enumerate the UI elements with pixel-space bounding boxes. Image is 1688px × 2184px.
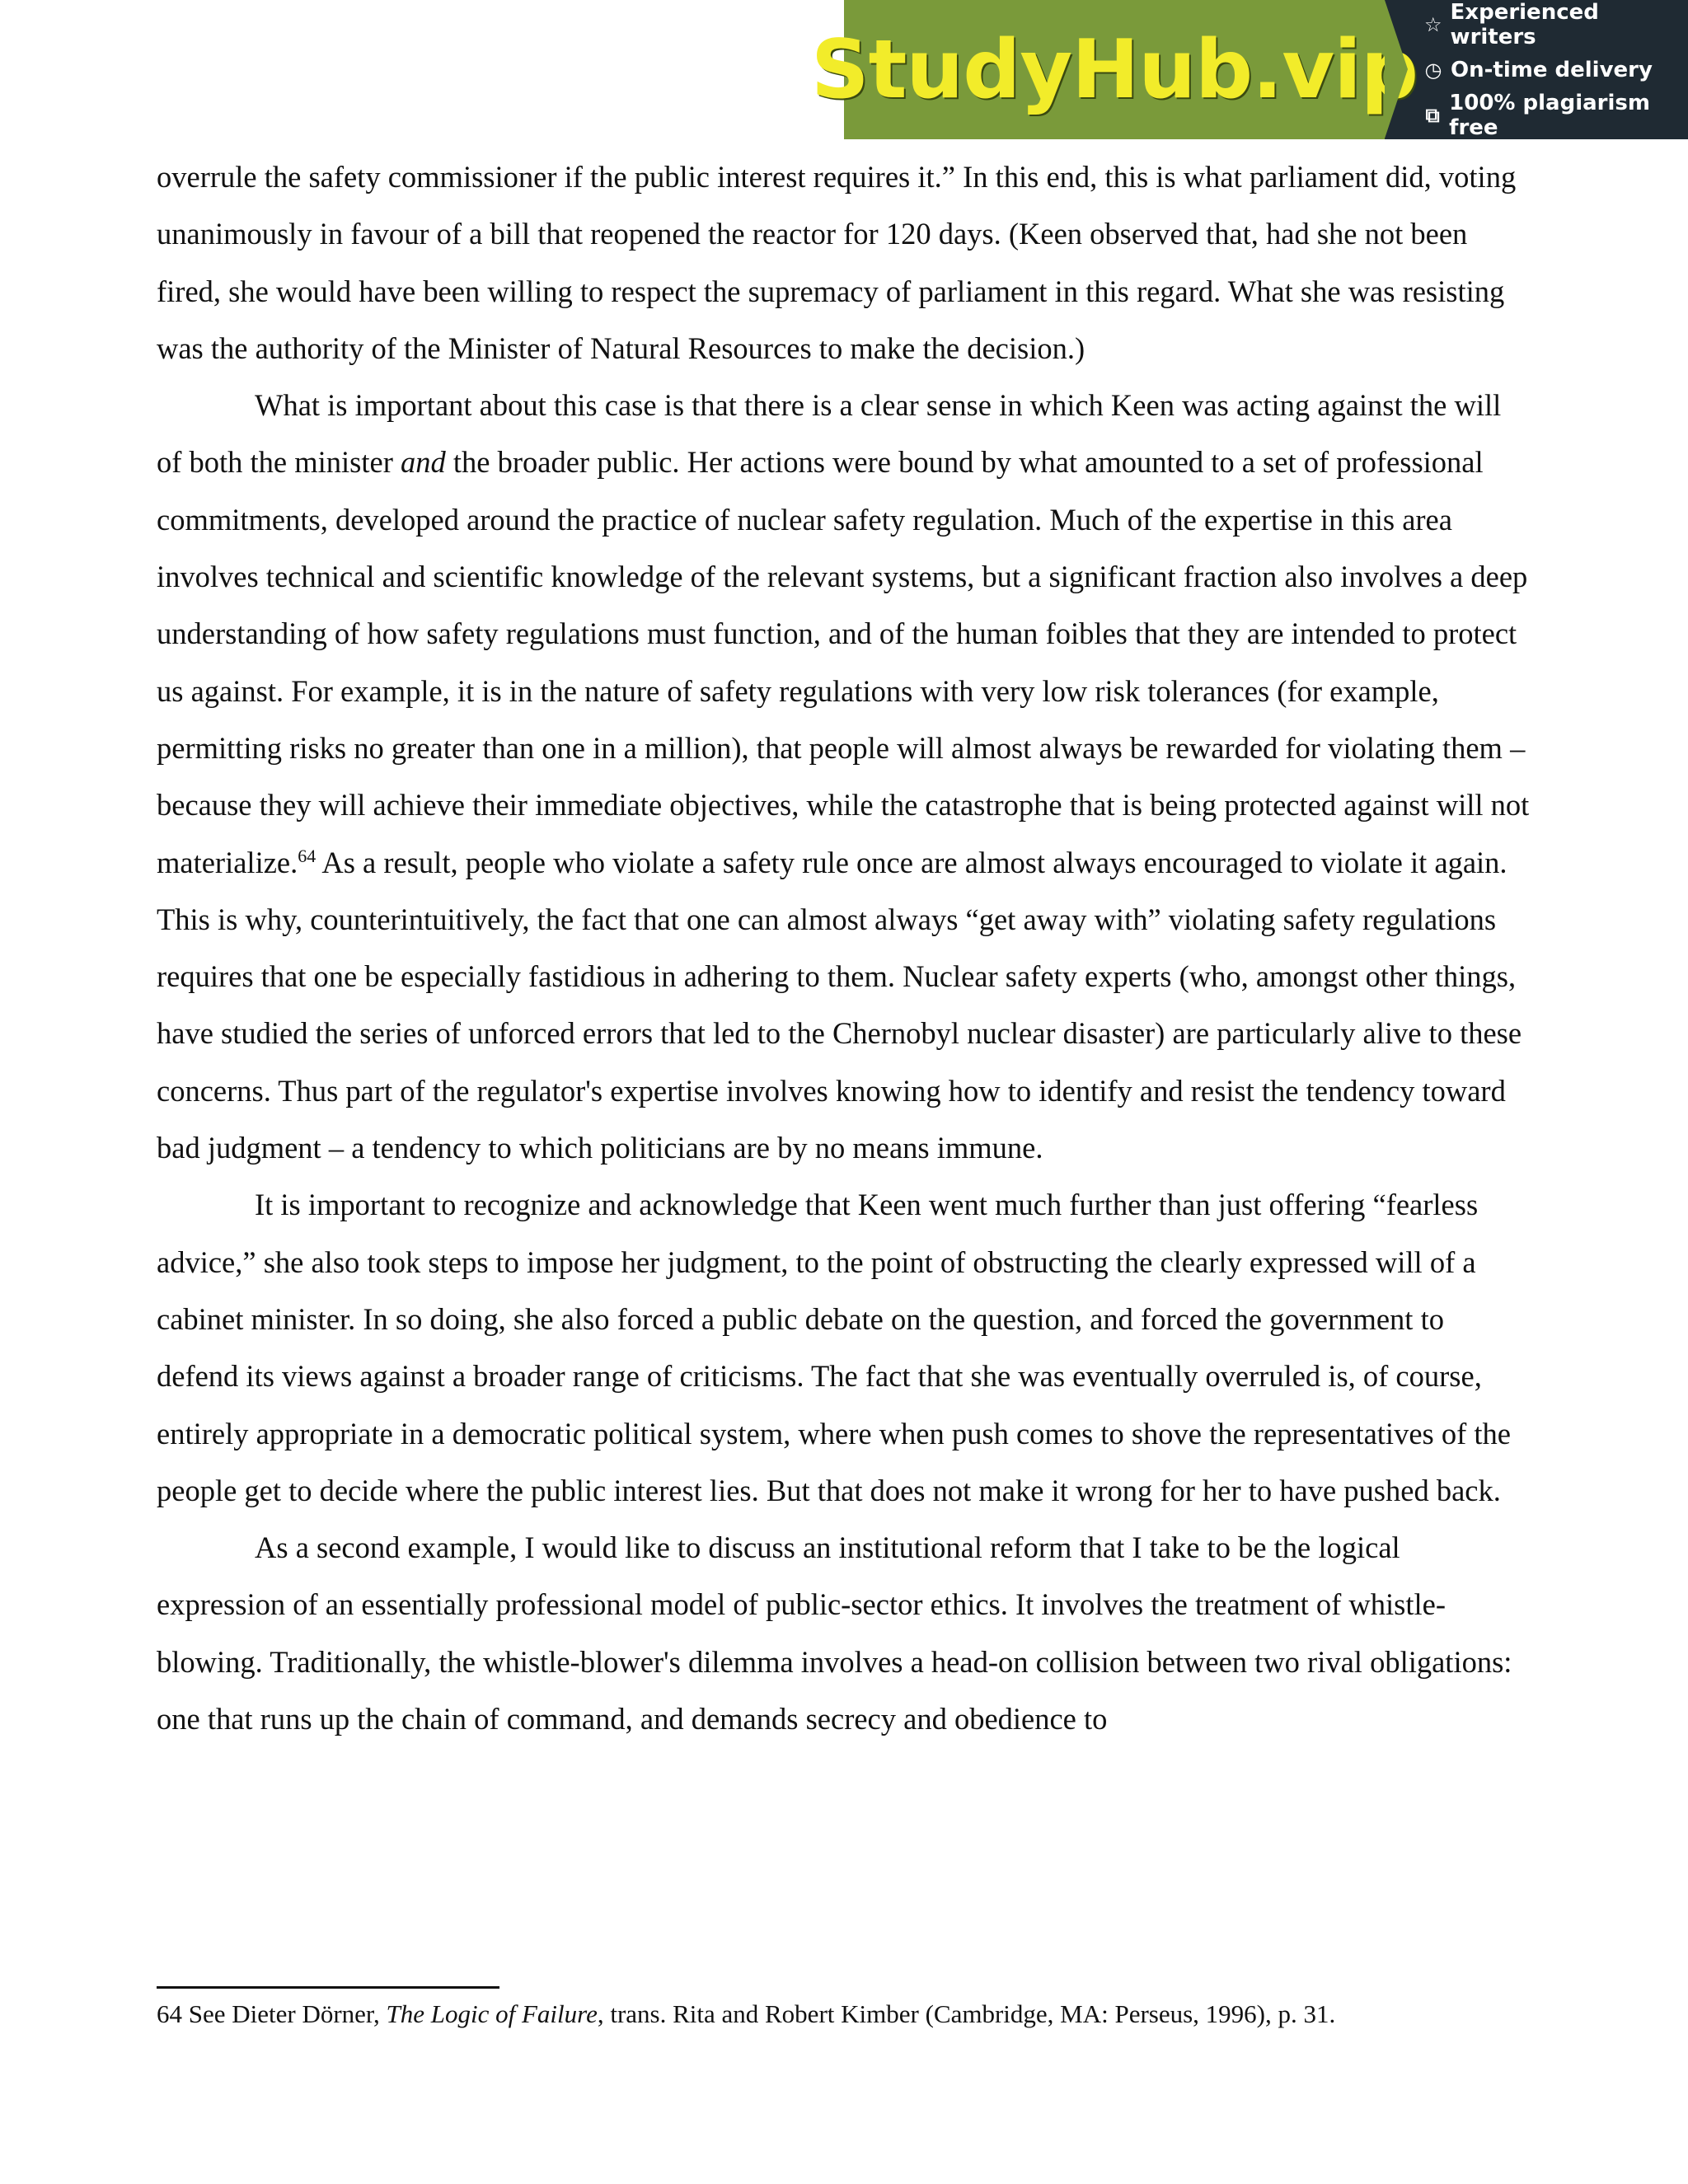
paragraph-text: What is important about this case is that there is a clear sense in which Keen was acting against the will of both the minister xyxy=(157,388,1502,480)
ad-banner[interactable] xyxy=(811,0,1688,140)
feature-item xyxy=(1423,91,1688,140)
clock-icon: ◷ xyxy=(1424,58,1442,82)
feature-label: 100% plagiarism free xyxy=(1449,90,1650,140)
footnote-ref[interactable]: 64 xyxy=(298,845,316,866)
footnote-text: , trans. Rita and Robert Kimber (Cambridge, MA: Perseus, 1996), p. 31. xyxy=(597,1999,1336,2028)
paragraph: overrule the safety commissioner if the public interest requires it.” In this end, this is what parliament did, voting unanimously in favour of a bill that reopened the reactor for 120 days. (Keen observed that, had she not been fired, she would have been willing to respect the supremacy of parliament in this regard. What she was resisting was the authority of the Minister of Natural Resources to make the decision.) xyxy=(157,160,1517,365)
footnote-text: See Dieter Dörner, xyxy=(182,1999,387,2028)
emphasis: and xyxy=(401,445,446,480)
feature-label: On-time delivery xyxy=(1451,57,1653,82)
feature-list xyxy=(1385,0,1688,139)
studyhub-logo[interactable] xyxy=(811,0,1418,139)
paragraph xyxy=(157,377,1533,1176)
footnote-title: The Logic of Failure xyxy=(386,1999,598,2028)
document-body xyxy=(157,148,1533,1747)
footnote-divider xyxy=(157,1986,499,1989)
feature-label: Experienced writers xyxy=(1450,0,1599,49)
paragraph: As a second example, I would like to discuss an institutional reform that I take to be the logical expression of an essentially professional model of public-sector ethics. It involves the treatment of whistle-blowing. Traditionally, the whistle-blower's dilemma involves a head-on collision between two rival obligations: one that runs up the chain of command, and demands secrecy and obedience to xyxy=(157,1530,1512,1736)
footnote xyxy=(157,1998,1558,2031)
logo-text: StudyHub.vip xyxy=(811,22,1418,117)
copy-icon: ⧉ xyxy=(1425,103,1440,127)
feature-item xyxy=(1423,58,1688,82)
feature-item xyxy=(1423,0,1688,49)
paragraph-text: As a result, people who violate a safety rule once are almost always encouraged to violate it again. This is why, counterintuitively, the fact that one can almost always “get away with” violating safety regulations requires that one be especially fastidious in adhering to them. Nuclear safety experts (who, amongst other things, have studied the series of unforced errors that led to the Chernobyl nuclear disaster) are particularly alive to these concerns. Thus part of the regulator's expertise involves knowing how to identify and resist the tendency toward bad judgment – a tendency to which politicians are by no means immune. xyxy=(157,845,1522,1165)
paragraph-text: the broader public. Her actions were bound by what amounted to a set of professional commitments, developed around the practice of nuclear safety regulation. Much of the expertise in this area involves technical and scientific knowledge of the relevant systems, but a significant fraction also involves a deep understanding of how safety regulations must function, and of the human foibles that they are intended to protect us against. For example, it is in the nature of safety regulations with very low risk tolerances (for example, permitting risks no greater than one in a million), that people will almost always be rewarded for violating them – because they will achieve their immediate objectives, while the catastrophe that is being protected against will not materialize. xyxy=(157,445,1530,879)
star-icon: ☆ xyxy=(1424,12,1442,36)
footnote-number: 64 xyxy=(157,1999,182,2028)
paragraph: It is important to recognize and acknowledge that Keen went much further than just offering “fearless advice,” she also took steps to impose her judgment, to the point of obstructing the clearly expressed will of a cabinet minister. In so doing, she also forced a public debate on the question, and forced the government to defend its views against a broader range of criticisms. The fact that she was eventually overruled is, of course, entirely appropriate in a democratic political system, where when push comes to shove the representatives of the people get to decide where the public interest lies. But that does not make it wrong for her to have pushed back. xyxy=(157,1188,1511,1507)
